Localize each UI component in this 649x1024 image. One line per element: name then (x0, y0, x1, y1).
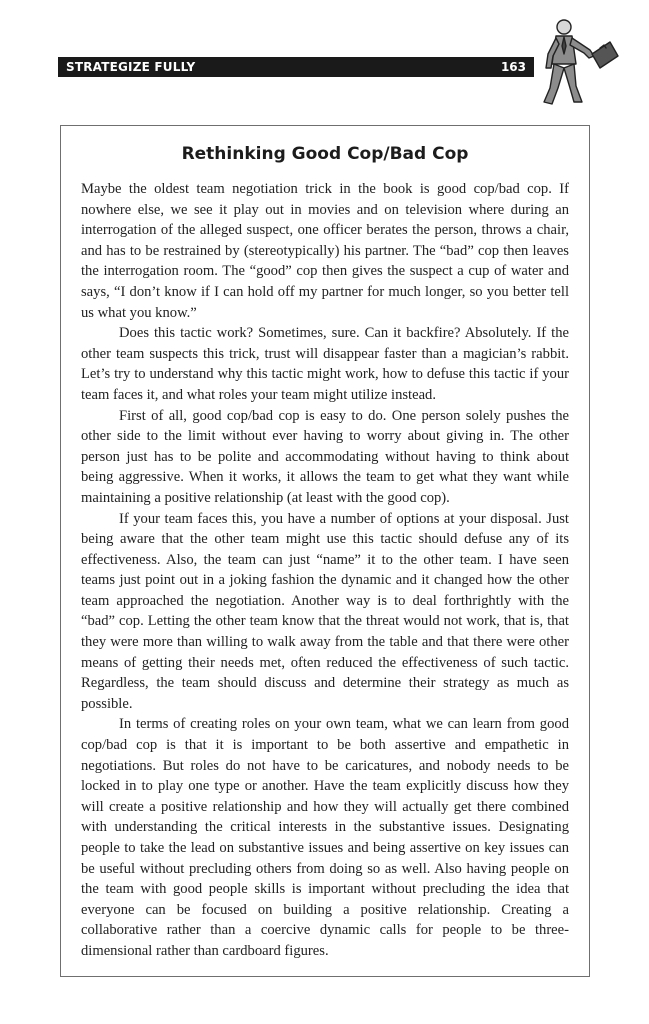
businessman-with-briefcase-icon (534, 10, 620, 110)
sidebar-title: Rethinking Good Cop/Bad Cop (181, 144, 469, 164)
page-number: 163 (500, 60, 526, 74)
chapter-title: STRATEGIZE FULLY (66, 60, 196, 74)
paragraph: Does this tactic work? Sometimes, sure. Can it backfire? Absolutely. If the other team suspects this trick, trust will disappear faster than a magician’s rabbit. Let’s try to understand why this tactic might work, how to defuse this tactic if your team faces it, and what roles your team might utilize instead. (81, 325, 569, 403)
sidebar-box (60, 125, 590, 977)
running-header (58, 57, 534, 77)
paragraph: First of all, good cop/bad cop is easy to do. One person solely pushes the other side to the limit without ever having to worry about giving in. The other person just has to be polite and accommodating without having to think about being aggressive. When it works, it allows the team to get what they want while maintaining a positive relationship (at least with the good cop). (81, 407, 569, 506)
paragraph: In terms of creating roles on your own team, what we can learn from good cop/bad cop is that it is important to be both assertive and empathetic in negotiations. But roles do not have to be caricatures, and nobody needs to be locked in to play one type or another. Have the team explicitly discuss how they will create a positive relationship and how they will actually get there combined with understanding the critical interests in the substantive issues. Designating people to take the lead on substantive issues and being assertive on key issues can be useful without precluding others from doing so as well. Also having people on the team with good people skills is important without precluding the idea that everyone can be focused on building a positive relationship. Creating a collaborative rather than a coercive dynamic calls for people to be three-dimensional rather than cardboard figures. (81, 716, 569, 959)
paragraph: Maybe the oldest team negotiation trick in the book is good cop/bad cop. If nowhere else, we see it play out in movies and on television where during an interrogation of the alleged suspect, one officer berates the person, throws a chair, and has to be restrained by (stereotypically) his partner. The “bad” cop then leaves the interrogation room. The “good” cop then gives the suspect a cup of water and says, “I don’t know if I can hold off my partner for much longer, so you better tell us what you know.” (81, 181, 569, 321)
paragraph: If your team faces this, you have a number of options at your disposal. Just being aware that the other team might use this tactic should defuse any of its effectiveness. Also, the team can just “name” it to the other team. I have seen teams just point out in a joking fashion the dynamic and it changed how the other team approached the negotiation. Another way is to deal forthrightly with the “bad” cop. Letting the other team know that the threat would not work, that is, that they were more than willing to walk away from the table and that there were other means of getting their needs met, often reduced the effectiveness of such tactic. Regardless, the team should discuss and determine their strategy as much as possible. (81, 510, 569, 712)
